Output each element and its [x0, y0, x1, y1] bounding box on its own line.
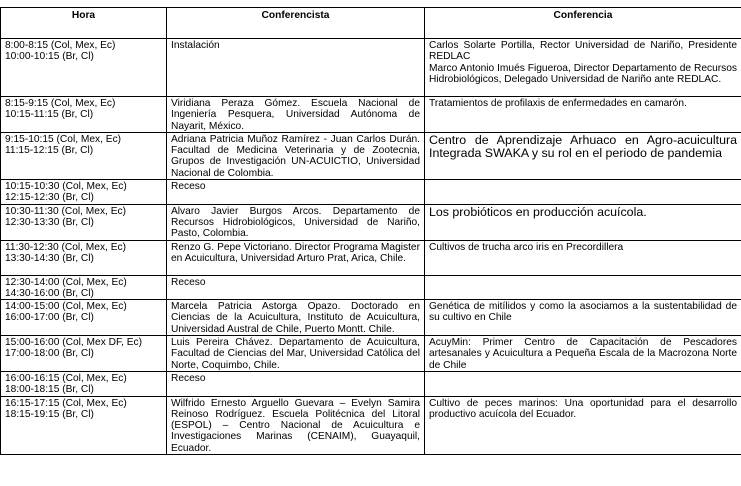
conferencista-cell: Luis Pereira Chávez. Departamento de Acuicultura, Facultad de Ciencias del Mar, Universidad Católica del Norte, Coquimbo, Chile.: [167, 336, 425, 372]
conferencista-cell: Renzo G. Pepe Victoriano. Director Programa Magister en Acuicultura, Universidad Arturo Prat, Arica, Chile.: [167, 240, 425, 275]
table-row: [1, 132, 741, 179]
hora-cell: [1, 180, 167, 205]
conferencia-cell: [425, 275, 741, 300]
conferencia-cell: Cultivo de peces marinos: Una oportunidad para el desarrollo productivo acuícola del Ecuador.: [425, 396, 741, 454]
schedule-page: [0, 7, 741, 455]
hora-line: 11:30-12:30 (Col, Mex, Ec): [5, 241, 126, 253]
hora-line: 15:00-16:00 (Col, Mex DF, Ec): [5, 337, 143, 349]
table-row: [1, 204, 741, 240]
conferencista-cell: Instalación: [167, 39, 425, 97]
hora-line: 16:15-17:15 (Col, Mex, Ec): [5, 397, 127, 409]
hora-line: 12:30-14:00 (Col, Mex, Ec): [5, 276, 127, 288]
table-row: [1, 97, 741, 133]
hora-line: 8:00-8:15 (Col, Mex, Ec): [5, 40, 116, 51]
hora-cell: [1, 39, 167, 97]
hora-cell: [1, 240, 167, 275]
conferencista-cell: Wilfrido Ernesto Arguello Guevara – Evelyn Samira Reinoso Rodríguez. Escuela Politécnica del Litoral (ESPOL) – Centro Nacional de Acuicultura e Investigaciones Marinas (CENAIM), Guayaquil, Ecuador.: [167, 396, 425, 454]
hora-line: 10:15-10:30 (Col, Mex, Ec): [5, 181, 127, 193]
schedule-table: [0, 7, 741, 455]
hora-line: 12:15-12:30 (Br, Cl): [5, 192, 94, 204]
header-hora: Hora: [1, 8, 167, 39]
hora-line: 13:30-14:30 (Br, Cl): [5, 252, 94, 264]
hora-line: 16:00-17:00 (Br, Cl): [5, 312, 94, 324]
hora-cell: [1, 97, 167, 133]
hora-line: 17:00-18:00 (Br, Cl): [5, 348, 94, 360]
conferencia-cell: Genética de mitílidos y como la asociamos a la sustentabilidad de su cultivo en Chile: [425, 300, 741, 336]
conferencista-cell: Adriana Patricia Muñoz Ramírez - Juan Carlos Durán. Facultad de Medicina Veterinaria y de Zootecnia, Grupos de Investigación UN-ACUICTIO, Universidad Nacional de Colombia.: [167, 132, 425, 179]
conferencista-cell: Alvaro Javier Burgos Arcos. Departamento de Recursos Hidrobiológicos, Universidad de Nariño, Pasto, Colombia.: [167, 204, 425, 240]
table-row: [1, 275, 741, 300]
hora-line: 14:00-15:00 (Col, Mex, Ec): [5, 301, 127, 313]
hora-cell: [1, 371, 167, 396]
conferencista-cell: Receso: [167, 180, 425, 205]
hora-line: 16:00-16:15 (Col, Mex, Ec): [5, 372, 127, 384]
header-conferencia: Conferencia: [425, 8, 741, 39]
table-row: [1, 336, 741, 372]
conferencia-cell: [425, 371, 741, 396]
hora-line: 14:30-16:00 (Br, Cl): [5, 287, 94, 299]
hora-line: 8:15-9:15 (Col, Mex, Ec): [5, 98, 116, 109]
conferencia-cell: Centro de Aprendizaje Arhuaco en Agro-acuicultura Integrada SWAKA y su rol en el periodo de pandemia: [425, 132, 741, 179]
table-row: [1, 180, 741, 205]
conferencista-cell: Receso: [167, 371, 425, 396]
conferencia-cell: Tratamientos de profilaxis de enfermedades en camarón.: [425, 97, 741, 133]
hora-line: 10:30-11:30 (Col, Mex, Ec): [5, 205, 126, 217]
hora-line: 18:00-18:15 (Br, Cl): [5, 384, 94, 396]
table-row: [1, 371, 741, 396]
hora-cell: [1, 132, 167, 179]
hora-cell: [1, 396, 167, 454]
header-row: [1, 8, 741, 39]
table-row: [1, 240, 741, 275]
conferencista-cell: Viridiana Peraza Gómez. Escuela Nacional de Ingeniería Pesquera, Universidad Autónoma de Nayarit, México.: [167, 97, 425, 133]
conferencia-cell: Carlos Solarte Portilla, Rector Universidad de Nariño, Presidente REDLAC Marco Antonio Imués Figueroa, Director Departamento de Recursos Hidrobiológicos, Delegado Universidad de Nariño ante REDLAC.: [425, 39, 741, 97]
hora-line: 10:15-11:15 (Br, Cl): [5, 109, 94, 121]
hora-line: 10:00-10:15 (Br, Cl): [5, 51, 94, 63]
hora-line: 12:30-13:30 (Br, Cl): [5, 216, 94, 228]
conferencista-cell: Receso: [167, 275, 425, 300]
conferencia-cell: Los probióticos en producción acuícola.: [425, 204, 741, 240]
hora-cell: [1, 275, 167, 300]
hora-cell: [1, 300, 167, 336]
conferencia-cell: [425, 180, 741, 205]
table-row: [1, 39, 741, 97]
conferencia-cell: AcuyMin: Primer Centro de Capacitación de Pescadores artesanales y Acuicultura a Pequeña Escala de la Macrozona Norte de Chile: [425, 336, 741, 372]
hora-line: 11:15-12:15 (Br, Cl): [5, 145, 94, 157]
conferencista-cell: Marcela Patricia Astorga Opazo. Doctorado en Ciencias de la Acuicultura, Instituto de Acuicultura, Universidad Austral de Chile, Puerto Montt. Chile.: [167, 300, 425, 336]
conferencia-cell: Cultivos de trucha arco iris en Precordillera: [425, 240, 741, 275]
hora-line: 9:15-10:15 (Col, Mex, Ec): [5, 133, 122, 145]
table-row: [1, 300, 741, 336]
hora-cell: [1, 204, 167, 240]
header-conferencista: Conferencista: [167, 8, 425, 39]
table-row: [1, 396, 741, 454]
hora-cell: [1, 336, 167, 372]
hora-line: 18:15-19:15 (Br, Cl): [5, 408, 94, 420]
